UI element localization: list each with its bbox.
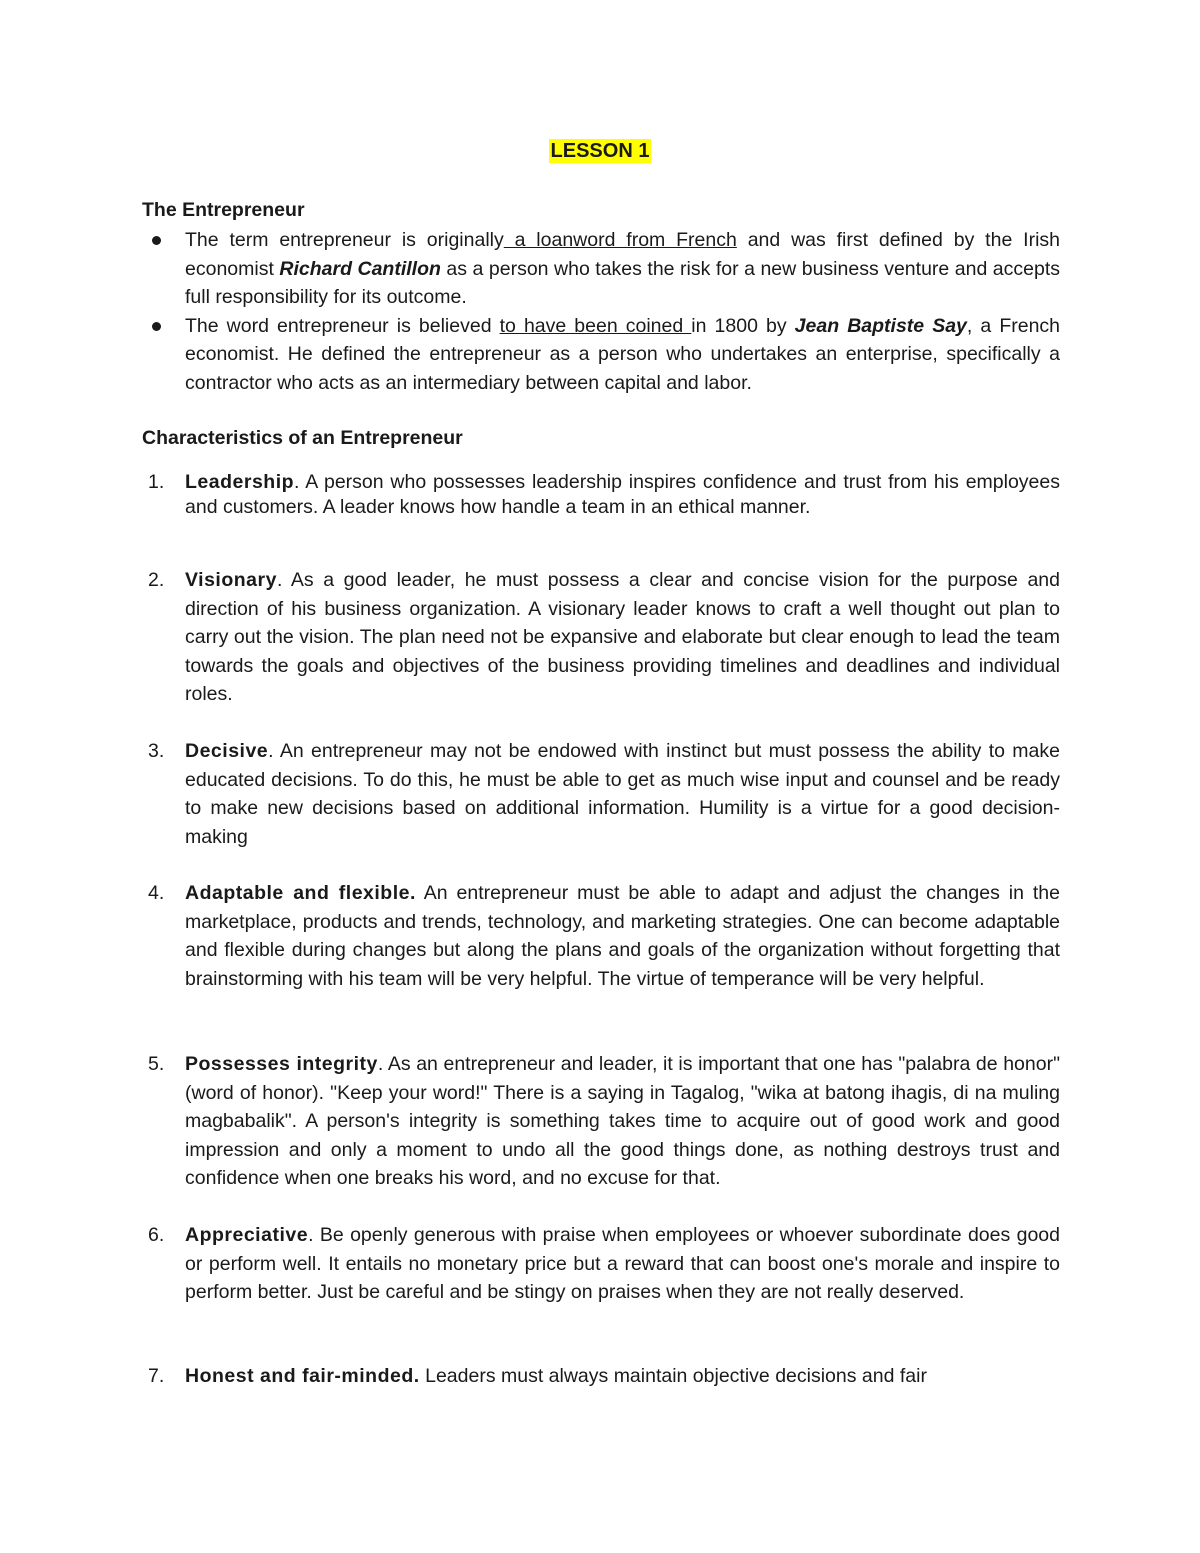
item-term: Adaptable and flexible. [185, 882, 416, 904]
list-item [142, 1221, 1060, 1307]
underlined-phrase: to have been coined [499, 314, 692, 337]
list-item [142, 566, 1060, 709]
underlined-phrase: a loanword from French [503, 229, 737, 251]
item-text: Leaders must always maintain objective decisions and fair [419, 1365, 927, 1387]
title-row [0, 140, 1200, 163]
bullet-text-mid: in 1800 by [691, 314, 795, 337]
item-text: . A person who possesses leadership inspires confidence and trust from his employees and customers. A leader knows how handle a team in an ethical manner. [185, 471, 1060, 518]
list-item [142, 1362, 1060, 1391]
section-heading-characteristics: Characteristics of an Entrepreneur [142, 427, 463, 449]
item-number: 2. [148, 569, 165, 591]
item-term: Honest and fair-minded. [185, 1365, 420, 1387]
list-item [142, 1050, 1060, 1193]
bullet-text-mid: and was first defined by the Irish economist [185, 229, 1060, 280]
item-number: 1. [148, 471, 165, 493]
bullet-text-pre: The word entrepreneur is believed [185, 314, 500, 337]
item-text: . As a good leader, he must possess a clear and concise vision for the purpose and direction of his business organization. A visionary leader knows to craft a well thought out plan to carry out the vision. The plan need not be expansive and elaborate but clear enough to lead the team towards the goals and objectives of the business providing timelines and deadlines and individual roles. [185, 569, 1060, 705]
item-term: Visionary [185, 569, 277, 591]
item-term: Decisive [185, 740, 269, 762]
list-item [142, 879, 1060, 993]
bullet-text-pre: The term entrepreneur is originally [185, 229, 504, 251]
item-term: Leadership [185, 471, 295, 493]
item-term: Possesses integrity [185, 1053, 378, 1075]
item-number: 7. [148, 1365, 165, 1387]
bullet-icon [152, 236, 161, 245]
item-text: . Be openly generous with praise when employees or whoever subordinate does good or perform well. It entails no monetary price but a reward that can boost one's morale and inspire to perform better. Just be careful and be stingy on praises when they are not really deserved. [185, 1224, 1060, 1303]
item-text: . An entrepreneur may not be endowed with instinct but must possess the ability to make educated decisions. To do this, he must be able to get as much wise input and counsel and be ready to make new decisions based on additional information. Humility is a virtue for a good decision-making [185, 740, 1060, 848]
item-term: Appreciative [185, 1224, 309, 1246]
bullet-text-post: as a person who takes the risk for a new business venture and accepts full responsibility for its outcome. [185, 257, 1061, 308]
bullet-text-post: , a French economist. He defined the entrepreneur as a person who undertakes an enterprise, specifically a contractor who acts as an intermediary between capital and labor. [185, 314, 1061, 394]
list-item [142, 470, 1060, 520]
list-item [142, 737, 1060, 851]
bullet-item [142, 312, 1060, 398]
bullet-item [142, 226, 1060, 312]
item-number: 5. [148, 1053, 165, 1075]
item-text: . As an entrepreneur and leader, it is important that one has "palabra de honor" (word of honor). "Keep your word!" There is a saying in Tagalog, "wika at batong ihagis, di na muling magbabalik". A person's integrity is something takes time to acquire out of good work and good impression and only a moment to undo all the good things done, as nothing destroys trust and confidence when one breaks his word, and no excuse for that. [185, 1053, 1060, 1189]
section-heading-entrepreneur: The Entrepreneur [142, 199, 305, 221]
bullet-icon [152, 322, 161, 331]
lesson-title: LESSON 1 [550, 140, 650, 162]
item-number: 6. [148, 1224, 165, 1246]
person-name: Jean Baptiste Say [794, 314, 967, 337]
item-number: 3. [148, 740, 165, 762]
item-text: An entrepreneur must be able to adapt and adjust the changes in the marketplace, products and trends, technology, and marketing strategies. One can become adaptable and flexible during changes but along the plans and goals of the organization without forgetting that brainstorming with his team will be very helpful. The virtue of temperance will be very helpful. [185, 882, 1060, 990]
item-number: 4. [148, 882, 165, 904]
person-name: Richard Cantillon [279, 257, 441, 280]
entrepreneur-bullets [142, 226, 1060, 397]
